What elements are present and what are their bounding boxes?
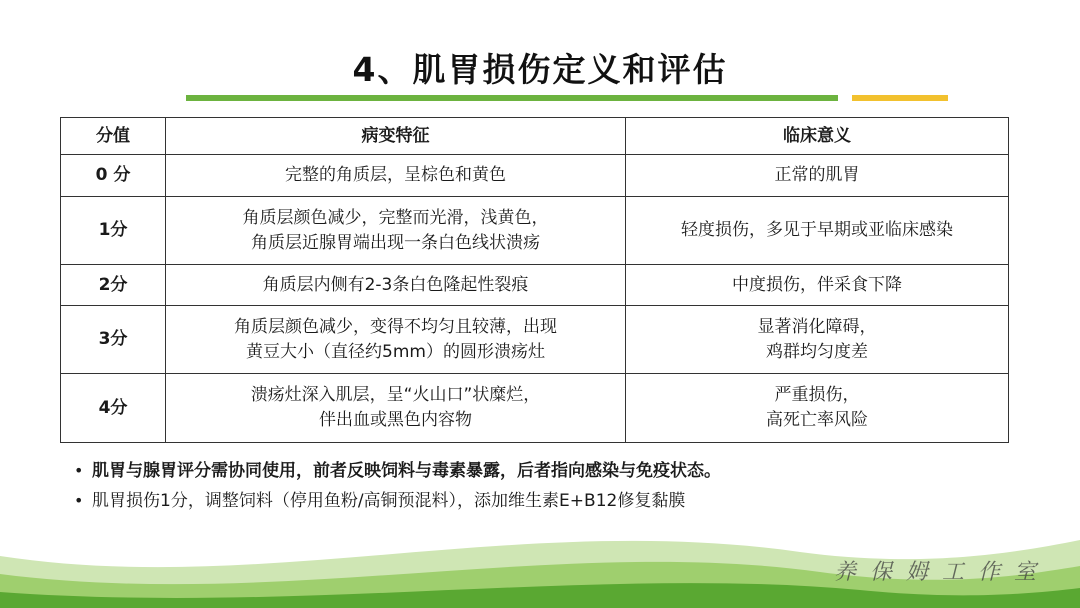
- header-feature: 病变特征: [166, 118, 626, 155]
- meaning-line: 显著消化障碍，: [757, 316, 877, 337]
- meaning-line: 中度损伤，伴采食下降: [732, 274, 902, 295]
- table-row: [61, 155, 1009, 197]
- meaning-cell: [626, 265, 1009, 306]
- feature-cell: [166, 306, 626, 374]
- meaning-line: 轻度损伤，多见于早期或亚临床感染: [681, 220, 953, 240]
- evaluation-table: [60, 117, 1009, 443]
- feature-line: 伴出血或黑色内容物: [319, 410, 472, 430]
- score-cell: 4分: [61, 374, 166, 443]
- bullet-item: [74, 456, 1054, 486]
- meaning-line: 正常的肌胃: [774, 165, 860, 185]
- feature-cell: [166, 265, 626, 306]
- meaning-line: 鸡群均匀度差: [766, 341, 868, 362]
- feature-line: 完整的角质层，呈棕色和黄色: [285, 165, 506, 185]
- feature-line: 角质层颜色减少，完整而光滑，浅黄色，: [242, 207, 549, 228]
- table-header-row: [61, 118, 1009, 155]
- title-underline-green: [186, 95, 838, 101]
- meaning-cell: [626, 197, 1009, 265]
- score-cell: 1分: [61, 197, 166, 265]
- brand-signature: 养保姆工作室: [833, 560, 1050, 585]
- feature-cell: [166, 155, 626, 197]
- table-row: [61, 374, 1009, 443]
- header-meaning: 临床意义: [626, 118, 1009, 155]
- bullet-text: 肌胃损伤1分，调整饲料（停用鱼粉/高铜预混料），添加维生素E+B12修复黏膜: [92, 491, 686, 511]
- bullet-dot: •: [74, 461, 84, 480]
- score-cell: 0 分: [61, 155, 166, 197]
- bullet-text: 肌胃与腺胃评分需协同使用，前者反映饲料与毒素暴露，后者指向感染与免疫状态。: [92, 461, 721, 481]
- header-score: 分值: [61, 118, 166, 155]
- meaning-cell: [626, 374, 1009, 443]
- slide-title: 4、肌胃损伤定义和评估: [352, 50, 728, 89]
- feature-line: 角质层内侧有2-3条白色隆起性裂痕: [262, 274, 529, 295]
- score-cell: 2分: [61, 265, 166, 306]
- bullet-item: [74, 486, 1054, 516]
- table-row: [61, 306, 1009, 374]
- feature-line: 黄豆大小（直径约5mm）的圆形溃疡灶: [246, 341, 545, 362]
- meaning-line: 严重损伤，: [774, 385, 860, 405]
- footer-wave: [0, 518, 1080, 608]
- score-cell: 3分: [61, 306, 166, 374]
- meaning-cell: [626, 306, 1009, 374]
- meaning-cell: [626, 155, 1009, 197]
- bullet-list: [74, 456, 1054, 516]
- feature-line: 溃疡灶深入肌层，呈“火山口”状糜烂，: [250, 385, 541, 405]
- table-row: [61, 197, 1009, 265]
- title-underline-yellow: [852, 95, 948, 101]
- feature-line: 角质层近腺胃端出现一条白色线状溃疡: [251, 232, 540, 253]
- feature-cell: [166, 374, 626, 443]
- bullet-dot: •: [74, 491, 84, 510]
- feature-line: 角质层颜色减少，变得不均匀且较薄，出现: [234, 316, 557, 337]
- table-row: [61, 265, 1009, 306]
- feature-cell: [166, 197, 626, 265]
- meaning-line: 高死亡率风险: [766, 410, 868, 430]
